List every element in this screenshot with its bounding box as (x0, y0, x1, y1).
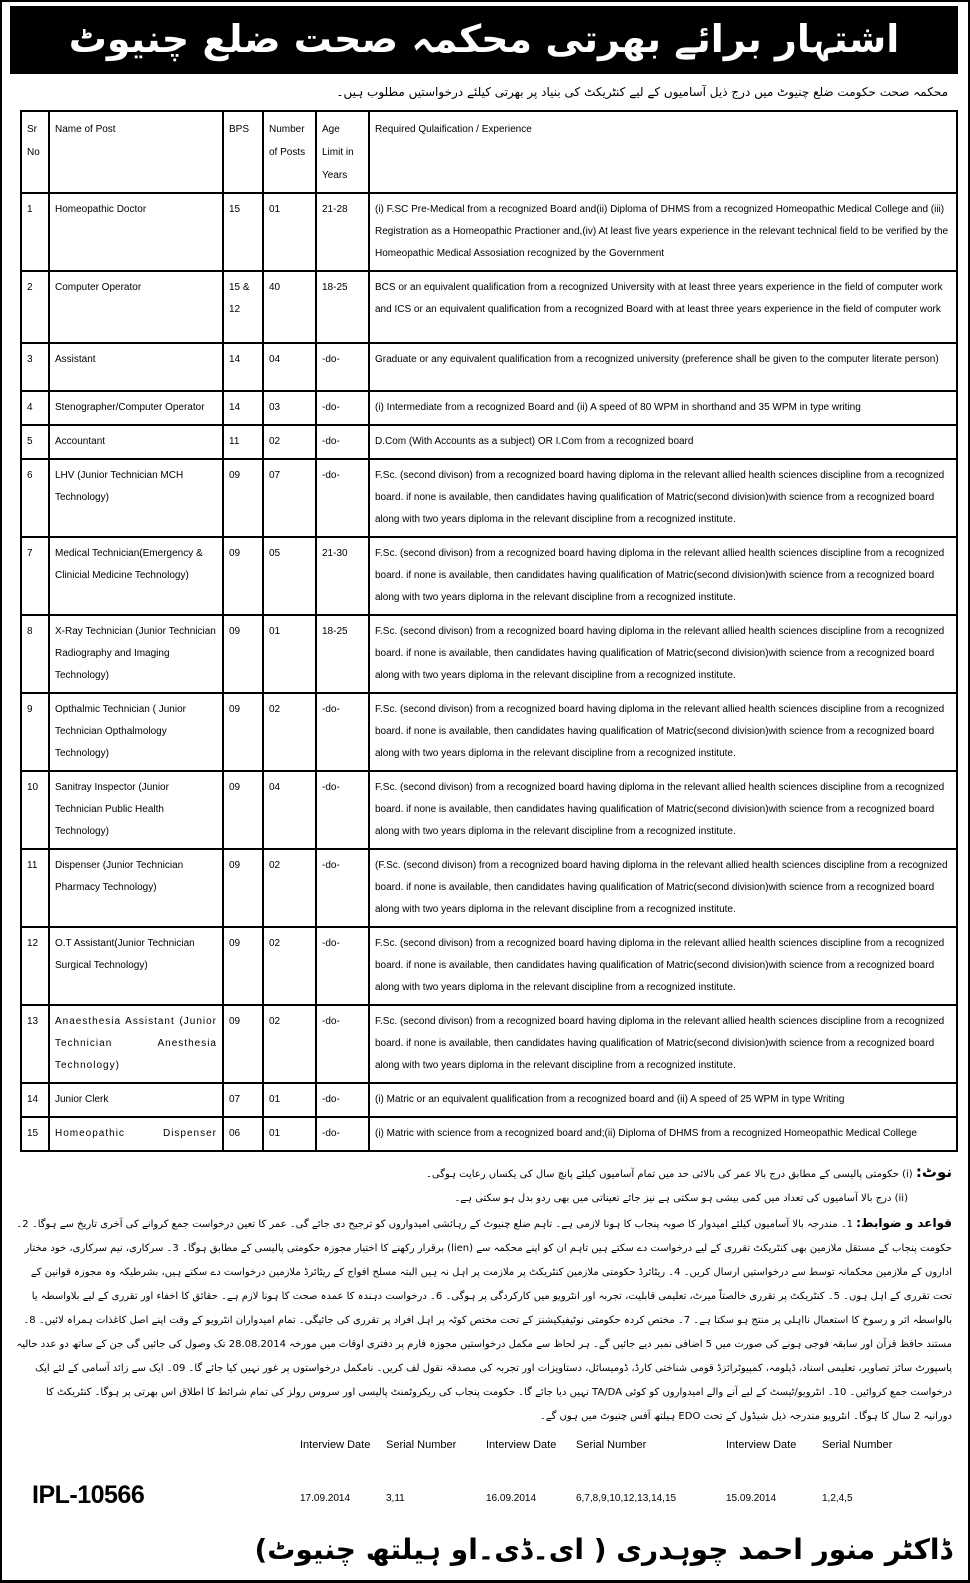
schedule-value: 17.09.2014 (300, 1493, 351, 1504)
table-header-row (21, 111, 957, 193)
cell-bps: 09 (223, 615, 263, 693)
schedule-value: 15.09.2014 (726, 1493, 777, 1504)
cell-qual: F.Sc. (second divison) from a recognized board having diploma in the relevant allied health sciences discipline from a recognized board. if none is available, then candidates having qualification of Matric(second division)with science from a recognized board along with two years diploma in the relevant discipline from a recognized institute. (369, 771, 957, 849)
table-row (21, 1117, 957, 1151)
cell-name: Computer Operator (49, 271, 223, 343)
cell-sr: 2 (21, 271, 49, 343)
cell-qual: BCS or an equivalent qualification from a recognized University with at least three years experience in the field of computer work and ICS or an equivalent qualification from a recognized Board with at least three years experience in the field of computer work (369, 271, 957, 343)
table-row (21, 927, 957, 1005)
table-row (21, 1005, 957, 1083)
cell-number: 05 (263, 537, 316, 615)
cell-name: Dispenser (Junior Technician Pharmacy Technology) (49, 849, 223, 927)
cell-name: LHV (Junior Technician MCH Technology) (49, 459, 223, 537)
table-row (21, 391, 957, 425)
cell-sr: 11 (21, 849, 49, 927)
cell-age: -do- (316, 771, 369, 849)
intro-text: محکمہ صحت حکومت ضلع چنیوٹ میں درج ذیل آسامیوں کے لیے کنٹریکٹ کی بنیاد پر بھرتی کیلئے درخواستیں مطلوب ہیں۔ (336, 85, 948, 99)
cell-number: 02 (263, 1005, 316, 1083)
rules-paragraph (10, 1211, 958, 1429)
cell-number: 02 (263, 693, 316, 771)
table-row (21, 615, 957, 693)
cell-bps: 09 (223, 1005, 263, 1083)
cell-age: -do- (316, 1117, 369, 1151)
cell-sr: 15 (21, 1117, 49, 1151)
col-number: Number of Posts (263, 111, 316, 193)
cell-name: Medical Technician(Emergency & Clinicial Medicine Technology) (49, 537, 223, 615)
cell-name: Opthalmic Technician ( Junior Technician Opthalmology Technology) (49, 693, 223, 771)
cell-number: 02 (263, 425, 316, 459)
cell-qual: D.Com (With Accounts as a subject) OR I.Com from a recognized board (369, 425, 957, 459)
cell-bps: 14 (223, 391, 263, 425)
table-row (21, 343, 957, 391)
cell-number: 40 (263, 271, 316, 343)
schedule-value: 16.09.2014 (486, 1493, 537, 1504)
col-bps: BPS (223, 111, 263, 193)
rules-label: قواعد و ضوابط: (856, 1216, 952, 1230)
cell-qual: (i) Matric or an equivalent qualification from a recognized board and (ii) A speed of 25 WPM in type Writing (369, 1083, 957, 1117)
cell-number: 07 (263, 459, 316, 537)
cell-bps: 09 (223, 537, 263, 615)
schedule-header: Interview Date (486, 1439, 557, 1451)
schedule-header: Serial Number (576, 1439, 647, 1451)
cell-number: 01 (263, 1117, 316, 1151)
cell-qual: F.Sc. (second divison) from a recognized board having diploma in the relevant allied health sciences discipline from a recognized board. if none is available, then candidates having qualification of Matric(second division)with science from a recognized board along with two years diploma in the relevant discipline from a recognized institute. (369, 1005, 957, 1083)
schedule-header: Serial Number (822, 1439, 893, 1451)
cell-name: Accountant (49, 425, 223, 459)
table-row (21, 693, 957, 771)
cell-sr: 13 (21, 1005, 49, 1083)
table-row (21, 425, 957, 459)
cell-age: 18-25 (316, 271, 369, 343)
cell-sr: 7 (21, 537, 49, 615)
cell-number: 01 (263, 193, 316, 271)
cell-name: Homeopathic Dispenser (49, 1117, 223, 1151)
note-2: (ii) درج بالا آسامیوں کی تعداد میں کمی بیشی ہو سکتی ہے نیز جائے تعیناتی میں بھی ردو بدل ہو سکتی ہے۔ (454, 1193, 908, 1204)
cell-number: 02 (263, 849, 316, 927)
cell-bps: 11 (223, 425, 263, 459)
table-row (21, 271, 957, 343)
cell-sr: 14 (21, 1083, 49, 1117)
cell-name: Stenographer/Computer Operator (49, 391, 223, 425)
cell-age: -do- (316, 849, 369, 927)
cell-sr: 4 (21, 391, 49, 425)
cell-age: -do- (316, 1005, 369, 1083)
cell-age: 21-30 (316, 537, 369, 615)
rules-text: 1۔ مندرجہ بالا آسامیوں کیلئے امیدوار کا صوبہ پنجاب کا ہونا لازمی ہے۔ تاہم ضلع چنیوٹ کے رہائشی امیدواروں کو ترجیح دی جائے گی۔ عمر کا تعین درخواست جمع کروانے کی آخری تاریخ سے ہوگا۔ 2۔ حکومت پنجاب کے مستقل ملازمین بھی کنٹریکٹ تقرری کے لیے درخواست دے سکتے ہیں تاہم ان کو اپنے محکمہ سے (lien) برقرار رکھنے کا اختیار مجوزہ حکومتی پالیسی کے مطابق ہوگا۔ 3۔ سرکاری، نیم سرکاری، خود مختار اداروں کے ملازمین محکمانہ توسط سے درخواستیں ارسال کریں۔ 4۔ ریٹائرڈ حکومتی ملازمین کنٹریکٹ پر ملازمت پر اہل نہ ہیں البتہ مسلح افواج کے ریٹائرڈ ملازمین درخواست دے سکتے ہیں، بشرطیکہ وہ مجوزہ قوانین کے تحت تقرری کے اہل ہوں۔ 5۔ کنٹریکٹ پر تقرری خالصتاً میرٹ، تعلیمی قابلیت، تجربہ اور انٹرویو میں کارکردگی پر ہوگی۔ 6۔ درخواست دہندہ کا عمدہ صحت کا ہونا لازم ہے۔ حقائق کا اخفاء اور تقرری کے لیے بلاواسطہ یا بالواسطہ اثر و رسوخ کا استعمال نااہلی پر منتج ہو سکتا ہے۔ 7۔ مختص کردہ حکومتی نوٹیفیکیشنز کے تحت مختص کوٹہ پر اہل افراد پر تقرری کی جائیگی۔ تمام امیدواران انٹرویو کے وقت اپنے اصل کاغذات ہمراہ لائیں۔ 8۔ مستند حافظ قرآن اور سابقہ فوجی ہونے کی صورت میں 5 اضافی نمبر دیے جائیں گے۔ ہر لحاظ سے مکمل درخواستیں مجوزہ فارم پر دفتری اوقات میں مورخہ 28.08.2014 تک وصول کی جائیں گی جن کے ساتھ دو عدد حالیہ پاسپورٹ سائز تصاویر، تعلیمی اسناد، ڈپلومہ، کمپیوٹرائزڈ قومی شناختی کارڈ، ڈومیسائل، دستاویزات اور تجربہ کی مصدقہ نقول لف کریں۔ نامکمل درخواستوں پر غور نہیں کیا جائے گا۔ 09۔ ایک سے زائد آسامی کے لئے ایک درخواست جمع کروائیں۔ 10۔ انٹرویو/ٹیسٹ کے لیے آنے والے امیدواروں کو کوئی TA/DA نہیں دیا جائے گا۔ حکومت پنجاب کی ریکروٹمنٹ پالیسی اور سروس رولز کی تمام شرائط کا اطلاق اس بھرتی پر ہوگا۔ کنٹریکٹ کا دورانیہ 2 سال کا ہوگا۔ انٹرویو مندرجہ ذیل شیڈول کے تحت EDO ہیلتھ آفس چنیوٹ میں ہوں گے۔ (16, 1219, 952, 1422)
cell-bps: 09 (223, 771, 263, 849)
col-age: Age Limit in Years (316, 111, 369, 193)
cell-qual: F.Sc. (second divison) from a recognized board having diploma in the relevant allied health sciences discipline from a recognized board. if none is available, then candidates having qualification of Matric(second division)with science from a recognized board along with two years diploma in the relevant discipline from a recognized institute. (369, 459, 957, 537)
cell-sr: 5 (21, 425, 49, 459)
cell-name: X-Ray Technician (Junior Technician Radiography and Imaging Technology) (49, 615, 223, 693)
table-row (21, 459, 957, 537)
cell-bps: 09 (223, 927, 263, 1005)
cell-name: Sanitray Inspector (Junior Technician Public Health Technology) (49, 771, 223, 849)
cell-qual: (i) Matric with science from a recognized board and;(ii) Diploma of DHMS from a recognized Homeopathic Medical College (369, 1117, 957, 1151)
cell-name: Anaesthesia Assistant (Junior Technician Anesthesia Technology) (49, 1005, 223, 1083)
signature-line: ڈاکٹر منور احمد چوہدری ( ای۔ڈی۔او ہیلتھ چنیوٹ) (254, 1533, 952, 1566)
cell-number: 03 (263, 391, 316, 425)
table-row (21, 1083, 957, 1117)
cell-sr: 1 (21, 193, 49, 271)
cell-qual: (i) Intermediate from a recognized Board and (ii) A speed of 80 WPM in shorthand and 35 WPM in type writing (369, 391, 957, 425)
cell-name: Homeopathic Doctor (49, 193, 223, 271)
schedule-value: 6,7,8,9,10,12,13,14,15 (576, 1493, 677, 1504)
cell-qual: F.Sc. (second divison) from a recognized board having diploma in the relevant allied health sciences discipline from a recognized board. if none is available, then candidates having qualification of Matric(second division)with science from a recognized board along with two years diploma in the relevant discipline from a recognized institute. (369, 537, 957, 615)
cell-age: -do- (316, 1083, 369, 1117)
cell-bps: 14 (223, 343, 263, 391)
cell-age: 18-25 (316, 615, 369, 693)
cell-sr: 9 (21, 693, 49, 771)
cell-age: -do- (316, 391, 369, 425)
col-qualification: Required Qulaification / Experience (369, 111, 957, 193)
schedule-value: 3,11 (386, 1493, 405, 1504)
cell-age: -do- (316, 693, 369, 771)
cell-qual: (i) F.SC Pre-Medical from a recognized Board and(ii) Diploma of DHMS from a recognized Homeopathic Medical College and (iii) Registration as a Homeopathic Practioner and,(iv) At least five years experience in the relevant technical field to be verified by the Homeopathic Medical Assosiation recognized by the Government (369, 193, 957, 271)
cell-qual: F.Sc. (second divison) from a recognized board having diploma in the relevant allied health sciences discipline from a recognized board. if none is available, then candidates having qualification of Matric(second division)with science from a recognized board along with two years diploma in the relevant discipline from a recognized institute. (369, 615, 957, 693)
cell-number: 04 (263, 343, 316, 391)
schedule-header: Serial Number (386, 1439, 457, 1451)
note-label: نوٹ: (915, 1163, 952, 1181)
schedule-header: Interview Date (726, 1439, 797, 1451)
col-name: Name of Post (49, 111, 223, 193)
cell-qual: Graduate or any equivalent qualification from a recognized university (preference shall be given to the computer literate person) (369, 343, 957, 391)
posts-table (20, 110, 958, 1152)
schedule-value: 1,2,4,5 (822, 1493, 853, 1504)
cell-bps: 09 (223, 693, 263, 771)
cell-bps: 09 (223, 459, 263, 537)
cell-number: 04 (263, 771, 316, 849)
cell-sr: 10 (21, 771, 49, 849)
ad-title-banner: اشتہار برائے بھرتی محکمہ صحت ضلع چنیوٹ (10, 6, 958, 74)
cell-name: O.T Assistant(Junior Technician Surgical Technology) (49, 927, 223, 1005)
cell-name: Assistant (49, 343, 223, 391)
cell-number: 01 (263, 1083, 316, 1117)
col-sr: Sr No (21, 111, 49, 193)
cell-bps: 07 (223, 1083, 263, 1117)
table-row (21, 771, 957, 849)
ipl-code: IPL-10566 (32, 1481, 145, 1509)
cell-number: 01 (263, 615, 316, 693)
cell-age: -do- (316, 425, 369, 459)
cell-bps: 15 (223, 193, 263, 271)
table-row (21, 849, 957, 927)
cell-name: Junior Clerk (49, 1083, 223, 1117)
cell-sr: 6 (21, 459, 49, 537)
cell-age: -do- (316, 459, 369, 537)
cell-sr: 12 (21, 927, 49, 1005)
cell-age: -do- (316, 927, 369, 1005)
cell-qual: F.Sc. (second divison) from a recognized board having diploma in the relevant allied health sciences discipline from a recognized board. if none is available, then candidates having qualification of Matric(second division)with science from a recognized board along with two years diploma in the relevant discipline from a recognized institute. (369, 693, 957, 771)
table-row (21, 537, 957, 615)
note-1-text: (i) حکومتی پالیسی کے مطابق درج بالا عمر کی بالائی حد میں تمام آسامیوں کیلئے پانچ سال کی یکساں رعایت ہوگی۔ (426, 1169, 913, 1180)
schedule-header: Interview Date (300, 1439, 371, 1451)
cell-bps: 06 (223, 1117, 263, 1151)
cell-qual: (F.Sc. (second divison) from a recognized board having diploma in the relevant allied health sciences discipline from a recognized board. if none is available, then candidates having qualification of Matric(second division)with science from a recognized board along with two years diploma in the relevant discipline from a recognized institute. (369, 849, 957, 927)
note-1 (10, 1160, 958, 1187)
cell-number: 02 (263, 927, 316, 1005)
cell-bps: 09 (223, 849, 263, 927)
cell-age: 21-28 (316, 193, 369, 271)
cell-bps: 15 & 12 (223, 271, 263, 343)
cell-age: -do- (316, 343, 369, 391)
cell-sr: 3 (21, 343, 49, 391)
cell-qual: F.Sc. (second divison) from a recognized board having diploma in the relevant allied health sciences discipline from a recognized board. if none is available, then candidates having qualification of Matric(second division)with science from a recognized board along with two years diploma in the relevant discipline from a recognized institute. (369, 927, 957, 1005)
cell-sr: 8 (21, 615, 49, 693)
table-row (21, 193, 957, 271)
